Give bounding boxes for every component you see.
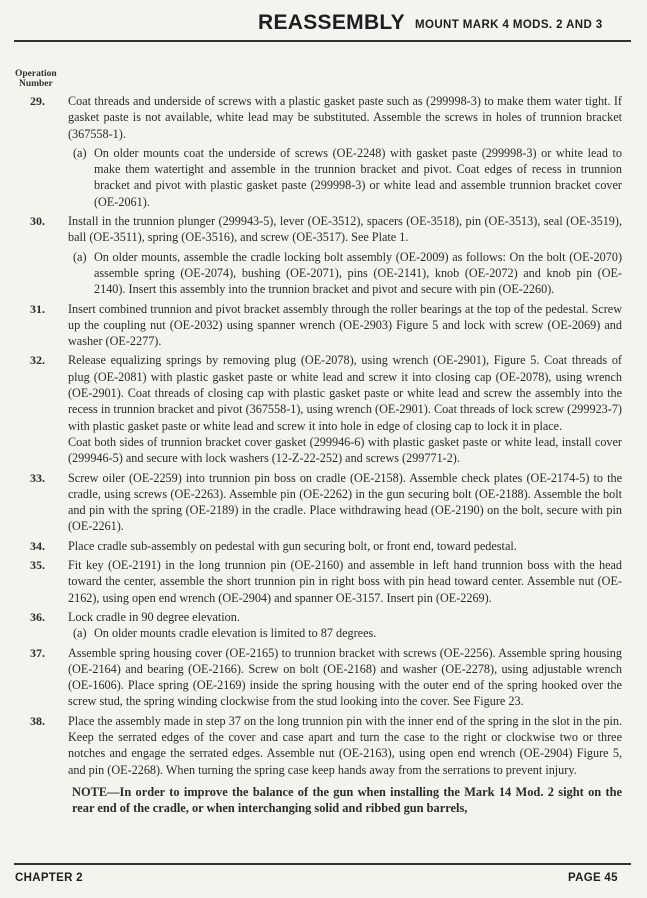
operations-list — [0, 93, 647, 816]
operation-text: Release equalizing springs by removing plug (OE-2078), using wrench (OE-2901), Figure 5. Coat threads of plug (OE-2081) with plastic gasket paste or white lead and screw it into closing cap (OE-2078), using wrench (OE-2901). Coat threads of closing cap with plastic gasket paste or white lead and screw the assembly into the recess in trunnion bracket and pivot (367558-1), using wrench (OE-2901). Coat threads of lock screw (299923-7) with plastic gasket paste or white lead and screw it into hole in edge of closing cap to lock it in place. — [68, 353, 622, 433]
operation-text: Assemble spring housing cover (OE-2165) to trunnion bracket with screws (OE-2256). Assemble spring housing (OE-2164) and bearing (OE-2166). Screw on bolt (OE-2168) and washer (OE-2278), using adjustable wrench (OE-1606). Place spring (OE-2169) inside the spring housing with the outer end of the spring hooked over the screw stud, the spring winding clockwise from the stud looking into the cover. See Figure 23. — [68, 645, 622, 709]
page-header — [0, 8, 647, 38]
page-subtitle: MOUNT MARK 4 MODS. 2 AND 3 — [415, 19, 603, 31]
page-title: REASSEMBLY — [258, 11, 405, 34]
header-rule — [14, 40, 631, 42]
operation-number: 31. — [30, 301, 45, 316]
operation-number: 29. — [30, 94, 45, 108]
operation-text: Insert combined trunnion and pivot bracket assembly through the roller bearings at the top of the pedestal. Screw up the coupling nut (OE-2032) using spanner wrench (OE-2903) Figure 5 and lock with screw (OE-2069) and washer (OE-2277). — [68, 301, 622, 349]
operation-number: 30. — [30, 214, 45, 229]
operation-text: Screw oiler (OE-2259) into trunnion pin boss on cradle (OE-2158). Assemble check plates (OE-2174-5) to the cradle, using screws (OE-2263). Assemble pin (OE-2262) in the gun securing bolt (OE-2188). Assemble the bolt and pin with the spring (OE-2189) in the cradle. Place withdrawing head (OE-2190) on the bolt, secure with pin (OE-2261). — [68, 470, 622, 534]
operation-text: Lock cradle in 90 degree elevation. — [68, 609, 240, 624]
sub-step — [68, 145, 622, 210]
operation-number-label — [15, 69, 57, 89]
operation-number: 38. — [30, 713, 45, 728]
operation-item — [0, 301, 647, 350]
operation-number: 35. — [30, 558, 45, 573]
operation-item — [0, 352, 647, 466]
operation-item — [0, 557, 647, 606]
note-paragraph: NOTE—In order to improve the balance of the gun when installing the Mark 14 Mod. 2 sight on the rear end of the cradle, or when interchanging solid and ribbed gun barrels, — [72, 784, 622, 816]
footer-rule — [14, 863, 631, 865]
operation-item — [0, 645, 647, 710]
operation-item — [0, 713, 647, 778]
sub-step — [68, 625, 622, 641]
sub-step-label: (a) — [73, 249, 87, 264]
operation-item — [0, 93, 647, 142]
operation-text: Fit key (OE-2191) in the long trunnion pin (OE-2160) and assemble in left hand trunnion boss with the head toward the center, assemble the short trunnion pin in right boss with pin head toward center. Assemble nut (OE-2162), using open end wrench (OE-2904) and spanner OE-3157. Insert pin (OE-2269). — [68, 558, 622, 605]
operation-number: 37. — [30, 645, 45, 660]
operation-item — [0, 470, 647, 535]
label-line-1: Operation — [15, 69, 57, 79]
sub-step-text: On older mounts cradle elevation is limited to 87 degrees. — [94, 626, 377, 641]
sub-step-text: On older mounts coat the underside of screws (OE-2248) with gasket paste (299998-3) or white lead to make them watertight and assemble in the trunnion bracket and pivot. Coat edges of recess in trunnion bracket and pivot with plastic gasket paste (299998-3) or white lead and assemble trunnion bracket cover (OE-2061). — [94, 145, 622, 209]
operation-number: 36. — [30, 609, 45, 624]
operation-extra-text: Coat both sides of trunnion bracket cover gasket (299946-6) with plastic gasket paste or white lead, install cover (299946-5) and secure with lock washers (12-Z-22-252) and screws (299771-2). — [68, 434, 622, 466]
operation-text: Place cradle sub-assembly on pedestal with gun securing bolt, or front end, toward pedestal. — [68, 538, 517, 553]
operation-number: 33. — [30, 470, 45, 485]
sub-step-label: (a) — [73, 626, 87, 641]
sub-step-text: On older mounts, assemble the cradle locking bolt assembly (OE-2009) as follows: On the bolt (OE-2070) assemble spring (OE-2074), bushing (OE-2071), pins (OE-2141), knob (OE-2072) and knob pin (OE-2140). Insert this assembly into the trunnion bracket and pivot and secure with pin (OE-2260). — [94, 249, 622, 297]
operation-text: Install in the trunnion plunger (299943-5), lever (OE-3512), spacers (OE-3518), pin (OE-3513), seal (OE-3519), ball (OE-3511), spring (OE-3516), and screw (OE-3517). See Plate 1. — [68, 214, 622, 245]
operation-item — [0, 213, 647, 246]
label-line-2: Number — [18, 79, 53, 89]
operation-text: Place the assembly made in step 37 on the long trunnion pin with the inner end of the spring in the slot in the pin. Keep the serrated edges of the cover and case apart and turn the case to the right or clockwise two or three notches and engage the serrated edges. Assemble nut (OE-2163), using open end wrench (OE-2904) Figure 5, and pin (OE-2268). When turning the spring case keep hands away from the serrations to prevent injury. — [68, 713, 622, 777]
chapter-label: CHAPTER 2 — [15, 872, 83, 884]
page-number: PAGE 45 — [568, 872, 618, 884]
operation-number: 32. — [30, 353, 45, 368]
operation-item — [0, 609, 647, 625]
sub-step-label: (a) — [73, 145, 87, 160]
operation-item — [0, 538, 647, 554]
operation-number: 34. — [30, 538, 45, 553]
sub-step — [68, 249, 622, 298]
operation-text: Coat threads and underside of screws with a plastic gasket paste such as (299998-3) to make them water tight. If gasket paste is not available, white lead may be substituted. Assemble the screws in holes of trunnion bracket (367558-1). — [68, 94, 622, 141]
